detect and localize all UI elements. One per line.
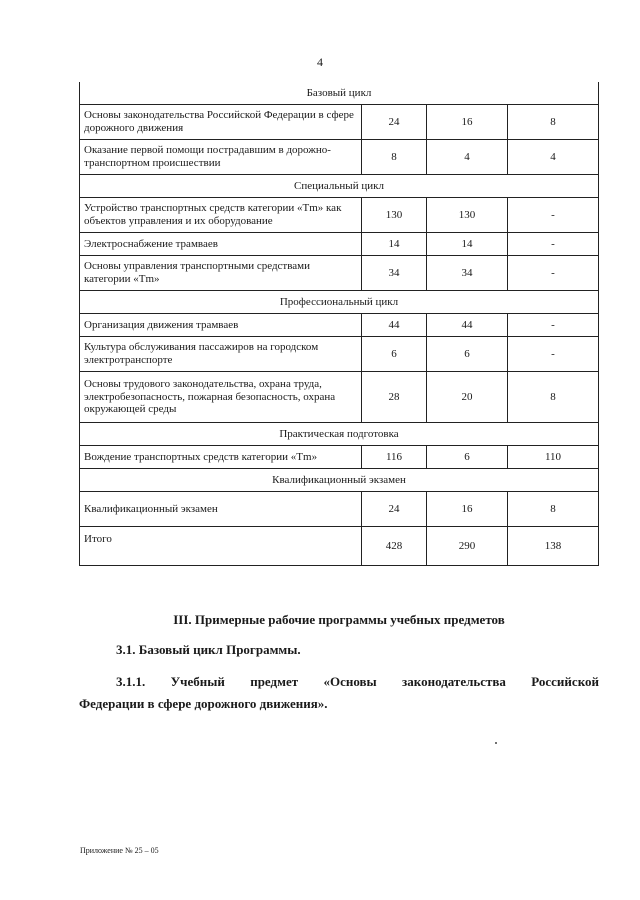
hours-practice: - (508, 337, 599, 372)
section-title: Профессиональный цикл (80, 291, 599, 314)
hours-practice: 8 (508, 105, 599, 140)
program-headings (79, 612, 599, 712)
hours-practice: - (508, 256, 599, 291)
subject-row (80, 256, 599, 291)
subject-heading-line-2: Федерации в сфере дорожного движения». (79, 696, 328, 711)
hours-total: 14 (362, 233, 427, 256)
subject-name: Электроснабжение трамваев (80, 233, 362, 256)
subject-name: Оказание первой помощи пострадавшим в дорожно-транспортном происшествии (80, 140, 362, 175)
total-label: Итого (80, 527, 362, 566)
section-title: Базовый цикл (80, 82, 599, 105)
hours-total: 24 (362, 105, 427, 140)
hours-total: 8 (362, 140, 427, 175)
section-title: Квалификационный экзамен (80, 469, 599, 492)
hours-practice: 4 (508, 140, 599, 175)
subject-name: Устройство транспортных средств категории «Tm» как объектов управления и их оборудование (80, 198, 362, 233)
scan-speck (495, 742, 497, 744)
section-row (80, 175, 599, 198)
hours-total: 130 (362, 198, 427, 233)
total-row (80, 527, 599, 566)
subject-row (80, 337, 599, 372)
hours-theory: 34 (427, 256, 508, 291)
subject-row (80, 233, 599, 256)
subject-name: Основы трудового законодательства, охрана труда, электробезопасность, пожарная безопасность, охрана окружающей среды (80, 372, 362, 423)
subject-name: Организация движения трамваев (80, 314, 362, 337)
subject-row (80, 140, 599, 175)
hours-practice: - (508, 314, 599, 337)
subject-row (80, 492, 599, 527)
subject-name: Квалификационный экзамен (80, 492, 362, 527)
hours-theory: 6 (427, 446, 508, 469)
section-row (80, 291, 599, 314)
subsection-heading: 3.1. Базовый цикл Программы. (116, 642, 301, 657)
total-hours: 428 (362, 527, 427, 566)
hours-theory: 130 (427, 198, 508, 233)
hours-theory: 4 (427, 140, 508, 175)
subject-row (80, 198, 599, 233)
hours-total: 6 (362, 337, 427, 372)
hours-theory: 16 (427, 105, 508, 140)
subject-row (80, 105, 599, 140)
subject-name: Основы управления транспортными средствами категории «Tm» (80, 256, 362, 291)
hours-theory: 44 (427, 314, 508, 337)
subject-name: Вождение транспортных средств категории «Tm» (80, 446, 362, 469)
hours-practice: - (508, 198, 599, 233)
hours-practice: 8 (508, 372, 599, 423)
hours-total: 24 (362, 492, 427, 527)
page-number: 4 (317, 55, 323, 69)
section-title: Практическая подготовка (80, 423, 599, 446)
hours-total: 116 (362, 446, 427, 469)
hours-theory: 14 (427, 233, 508, 256)
curriculum-table (79, 82, 599, 566)
subject-name: Культура обслуживания пассажиров на городском электротранспорте (80, 337, 362, 372)
hours-practice: 110 (508, 446, 599, 469)
total-theory: 290 (427, 527, 508, 566)
hours-theory: 20 (427, 372, 508, 423)
hours-theory: 6 (427, 337, 508, 372)
subject-name: Основы законодательства Российской Федерации в сфере дорожного движения (80, 105, 362, 140)
subject-row (80, 446, 599, 469)
hours-total: 44 (362, 314, 427, 337)
subject-row (80, 372, 599, 423)
section-heading: III. Примерные рабочие программы учебных предметов (173, 612, 505, 627)
hours-practice: - (508, 233, 599, 256)
curriculum-table-body (80, 82, 599, 566)
section-row (80, 82, 599, 105)
footer-note: Приложение № 25 – 05 (80, 846, 159, 855)
total-practice: 138 (508, 527, 599, 566)
section-title: Специальный цикл (80, 175, 599, 198)
hours-theory: 16 (427, 492, 508, 527)
hours-practice: 8 (508, 492, 599, 527)
section-row (80, 423, 599, 446)
section-row (80, 469, 599, 492)
hours-total: 28 (362, 372, 427, 423)
hours-total: 34 (362, 256, 427, 291)
subject-row (80, 314, 599, 337)
subject-heading-line-1: 3.1.1. Учебный предмет «Основы законодательства Российской (116, 674, 599, 689)
